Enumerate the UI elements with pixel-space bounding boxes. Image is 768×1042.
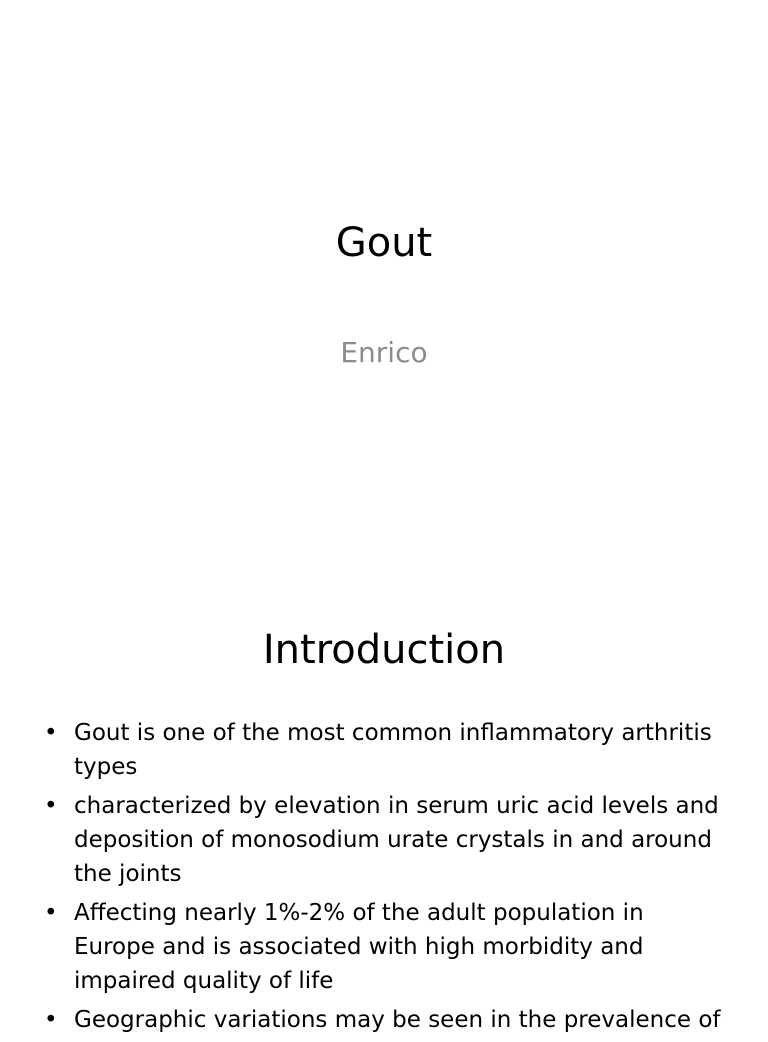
bullet-item — [0, 789, 768, 891]
bullet-text: Gout is one of the most common inflammatory arthritis types — [74, 720, 712, 780]
bullet-text: Affecting nearly 1%-2% of the adult population in Europe and is associated with high morbidity and impaired quality of life — [74, 900, 644, 994]
bullet-list — [0, 716, 768, 1042]
bullet-icon: • — [44, 793, 58, 819]
slide-title: Introduction — [262, 627, 506, 673]
introduction-slide — [0, 576, 768, 1033]
bullet-text: characterized by elevation in serum uric acid levels and deposition of monosodium urate crystals in and around the joints — [74, 793, 719, 887]
bullet-text: Geographic variations may be seen in the prevalence of — [74, 1007, 721, 1033]
slide-subtitle: Enrico — [340, 336, 428, 369]
bullet-icon: • — [44, 900, 58, 926]
bullet-item — [0, 896, 768, 998]
bullet-icon: • — [44, 1007, 58, 1033]
slide-title: Gout — [335, 220, 433, 266]
bullet-item — [0, 1003, 768, 1037]
bullet-icon: • — [44, 720, 58, 746]
bullet-item — [0, 716, 768, 784]
